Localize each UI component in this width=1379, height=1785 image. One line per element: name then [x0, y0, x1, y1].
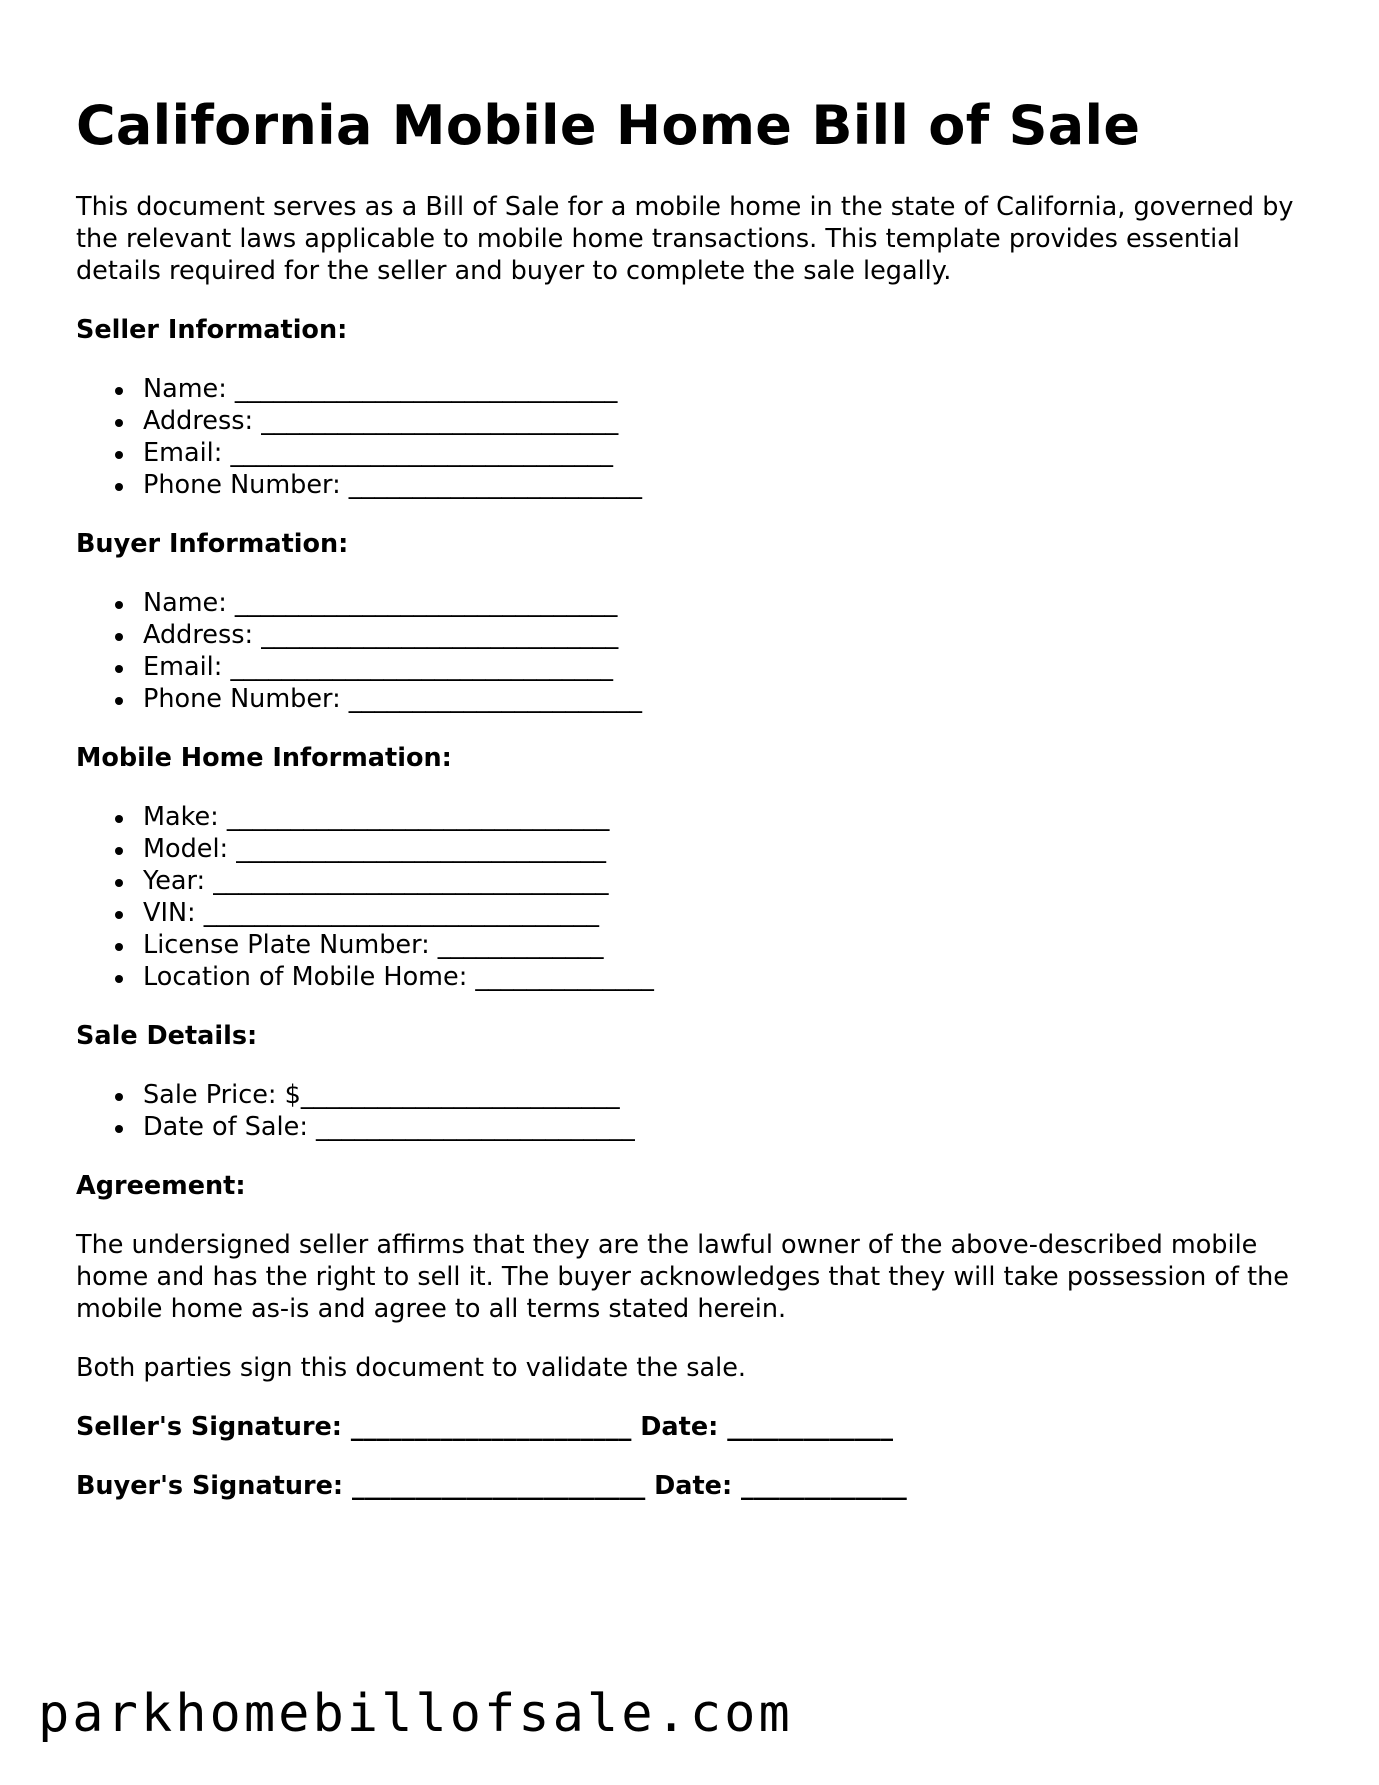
footer-site-name: parkhomebillofsale.com [38, 1684, 793, 1744]
seller-field-list [76, 373, 1316, 501]
buyer-phone-field: Phone Number: _______________________ [143, 683, 1316, 715]
intro-paragraph: This document serves as a Bill of Sale for a mobile home in the state of California, governed by the relevant laws applicable to mobile home transactions. This template provides essential details required for the seller and buyer to complete the sale legally. [76, 192, 1294, 286]
sale-date-field: Date of Sale: _________________________ [143, 1111, 1316, 1143]
license-plate-field: License Plate Number: _____________ [143, 929, 1316, 961]
closing-paragraph: Both parties sign this document to validate the sale. [76, 1353, 746, 1383]
make-field: Make: ______________________________ [143, 801, 1316, 833]
agreement-paragraph: The undersigned seller affirms that they are the lawful owner of the above-described mobile home and has the right to sell it. The buyer acknowledges that they will take possession of the mobile home as-is and agree to all terms stated herein. [76, 1230, 1289, 1324]
mobile-home-heading: Mobile Home Information: [76, 743, 452, 773]
buyer-email-field: Email: ______________________________ [143, 651, 1316, 683]
document-page [76, 92, 1316, 1502]
buyer-address-field: Address: ____________________________ [143, 619, 1316, 651]
buyer-field-list [76, 587, 1316, 715]
sale-details-heading: Sale Details: [76, 1021, 258, 1051]
buyer-name-field: Name: ______________________________ [143, 587, 1316, 619]
location-field: Location of Mobile Home: ______________ [143, 961, 1316, 993]
seller-signature-line: Seller's Signature: ______________________ Date: _____________ [76, 1412, 893, 1442]
year-field: Year: _______________________________ [143, 865, 1316, 897]
sale-price-field: Sale Price: $_________________________ [143, 1079, 1316, 1111]
seller-heading: Seller Information: [76, 315, 348, 345]
buyer-heading: Buyer Information: [76, 529, 349, 559]
model-field: Model: _____________________________ [143, 833, 1316, 865]
agreement-heading: Agreement: [76, 1171, 246, 1201]
vin-field: VIN: _______________________________ [143, 897, 1316, 929]
sale-field-list [76, 1079, 1316, 1143]
document-title: California Mobile Home Bill of Sale [76, 94, 1141, 157]
buyer-signature-line: Buyer's Signature: _______________________ Date: _____________ [76, 1471, 907, 1501]
seller-email-field: Email: ______________________________ [143, 437, 1316, 469]
mobile-home-field-list [76, 801, 1316, 993]
seller-name-field: Name: ______________________________ [143, 373, 1316, 405]
seller-phone-field: Phone Number: _______________________ [143, 469, 1316, 501]
seller-address-field: Address: ____________________________ [143, 405, 1316, 437]
